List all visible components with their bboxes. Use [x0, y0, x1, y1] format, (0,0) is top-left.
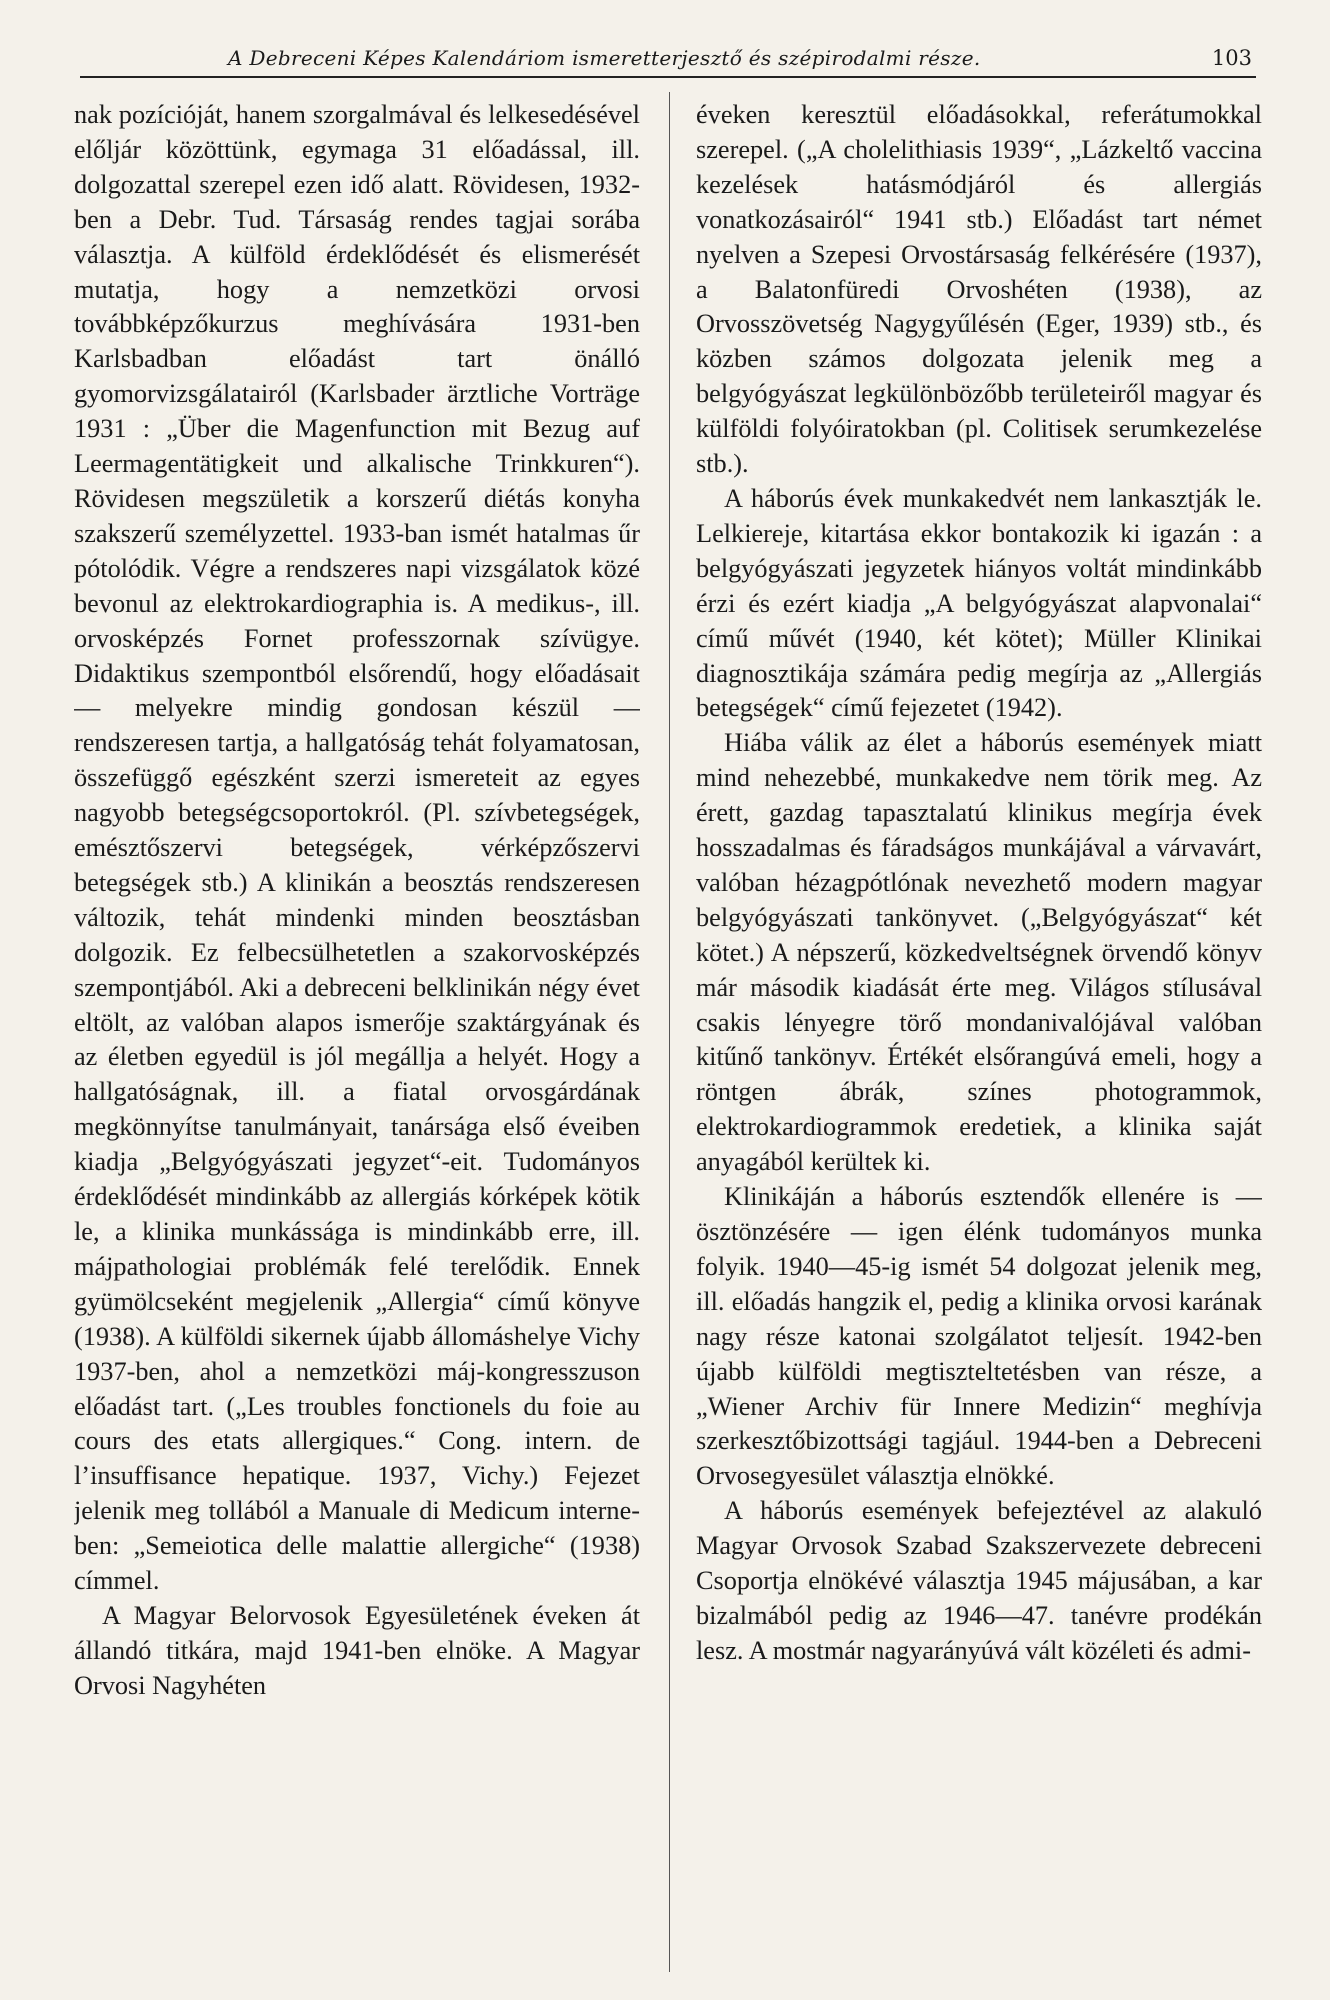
right-paragraph-3: Hiába válik az élet a háborús események miatt mind nehezebbé, munkakedve nem törik meg. Az érett, gazdag tapasztalatú klinikus megírja évek hosszadalmas és fáradságos munkájával a várvavárt, valóban hézagpótlónak nevezhető modern magyar belgyógyászati tankönyvet. („Belgyógyászat“ két kötet.) A népszerű, közkedveltségnek örvendő könyv már második kiadását érte meg. Világos stílusával csakis lényegre törő mondanivalójával valóban kitűnő tankönyv. Értékét elsőrangúvá emeli, hogy a röntgen ábrák, színes photogrammok, elektrokardiogrammok eredetiek, a klinika saját anyagából kerültek ki.: [696, 728, 1262, 1177]
left-column: [74, 98, 640, 1978]
left-paragraph-2: A Magyar Belorvosok Egyesületének éveken át állandó titkára, majd 1941-ben elnöke. A Magyar Orvosi Nagyhéten: [74, 1600, 640, 1700]
running-header: [80, 42, 1256, 78]
header-title: A Debreceni Képes Kalendáriom ismeretterjesztő és szépirodalmi része.: [228, 46, 981, 70]
right-paragraph-5: A háborús események befejeztével az alakuló Magyar Orvosok Szabad Szakszervezete debreceni Csoportja elnökévé választja 1945 májusában, a kar bizalmából pedig az 1946—47. tanévre prodékán lesz. A mostmár nagyarányúvá vált közéleti és admi-: [696, 1496, 1262, 1665]
right-column: [696, 98, 1262, 1978]
right-paragraph-4: Klinikáján a háborús esztendők ellenére is — ösztönzésére — igen élénk tudományos munka folyik. 1940—45-ig ismét 54 dolgozat jelenik meg, ill. előadás hangzik el, pedig a klinika orvosi karának nagy része katonai szolgálatot teljesít. 1942-ben újabb külföldi megtiszteltetésben van része, a „Wiener Archiv für Innere Medizin“ meghívja szerkesztőbizottsági tagjául. 1944-ben a Debreceni Orvosegyesület választja elnökké.: [696, 1182, 1262, 1491]
page-number: 103: [1211, 46, 1252, 70]
column-divider: [669, 92, 670, 1972]
right-paragraph-1: éveken keresztül előadásokkal, referátumokkal szerepel. („A cholelithiasis 1939“, „Lázkeltő vaccina kezelések hatásmódjáról és allergiás vonatkozásairól“ 1941 stb.) Előadást tart német nyelven a Szepesi Orvostársaság felkérésére (1937), a Balatonfüredi Orvoshéten (1938), az Orvosszövetség Nagygyűlésén (Eger, 1939) stb., és közben számos dolgozata jelenik meg a belgyógyászat legkülönbözőbb területeiről magyar és külföldi folyóiratokban (pl. Colitisek serumkezelése stb.).: [696, 100, 1262, 479]
left-paragraph-1: nak pozícióját, hanem szorgalmával és lelkesedésével előljár közöttünk, egymaga 31 előadással, ill. dolgozattal szerepel ezen idő alatt. Rövidesen, 1932-ben a Debr. Tud. Társaság rendes tagjai sorába választja. A külföld érdeklődését és elismerését mutatja, hogy a nemzetközi orvosi továbbképzőkurzus meghívására 1931-ben Karlsbadban előadást tart önálló gyomorvizsgálatairól (Karlsbader ärztliche Vorträge 1931 : „Über die Magenfunction mit Bezug auf Leermagentätigkeit und alkalische Trinkkuren“). Rövidesen megszületik a korszerű diétás konyha szakszerű személyzettel. 1933-ban ismét hatalmas űr pótolódik. Végre a rendszeres napi vizsgálatok közé bevonul az elektrokardiographia is. A medikus-, ill. orvosképzés Fornet professzornak szívügye. Didaktikus szempontból elsőrendű, hogy előadásait — melyekre mindig gondosan készül — rendszeresen tartja, a hallgatóság tehát folyamatosan, összefüggő egészként szerzi ismereteit az egyes nagyobb betegségcsoportokról. (Pl. szívbetegségek, emésztőszervi betegségek, vérképzőszervi betegségek stb.) A klinikán a beosztás rendszeresen változik, tehát mindenki minden beosztásban dolgozik. Ez felbecsülhetetlen a szakorvosképzés szempontjából. Aki a debreceni belklinikán négy évet eltölt, az valóban alapos ismerője szaktárgyának és az életben egyedül is jól megállja a helyét. Hogy a hallgatóságnak, ill. a fiatal orvosgárdának megkönnyítse tanulmányait, tanársága első éveiben kiadja „Belgyógyászati jegyzet“-eit. Tudományos érdeklődését mindinkább az allergiás kórképek kötik le, a klinika munkássága is mindinkább erre, ill. májpathologiai problémák felé terelődik. Ennek gyümölcseként megjelenik „Allergia“ című könyve (1938). A külföldi sikernek újabb állomáshelye Vichy 1937-ben, ahol a nemzetközi máj-kongresszuson előadást tart. („Les troubles fonctionels du foie au cours des etats allergiques.“ Cong. intern. de l’insuffisance hepatique. 1937, Vichy.) Fejezet jelenik meg tollából a Manuale di Medicum interne-ben: „Semeiotica delle malattie allergiche“ (1938) címmel.: [74, 100, 640, 1596]
right-paragraph-2: A háborús évek munkakedvét nem lankasztják le. Lelkiereje, kitartása ekkor bontakozik ki igazán : a belgyógyászati jegyzetek hiányos voltát mindinkább érzi és ezért kiadja „A belgyógyászat alapvonalai“ című művét (1940, két kötet); Müller Klinikai diagnosztikája számára pedig megírja az „Allergiás betegségek“ című fejezetet (1942).: [696, 483, 1262, 723]
